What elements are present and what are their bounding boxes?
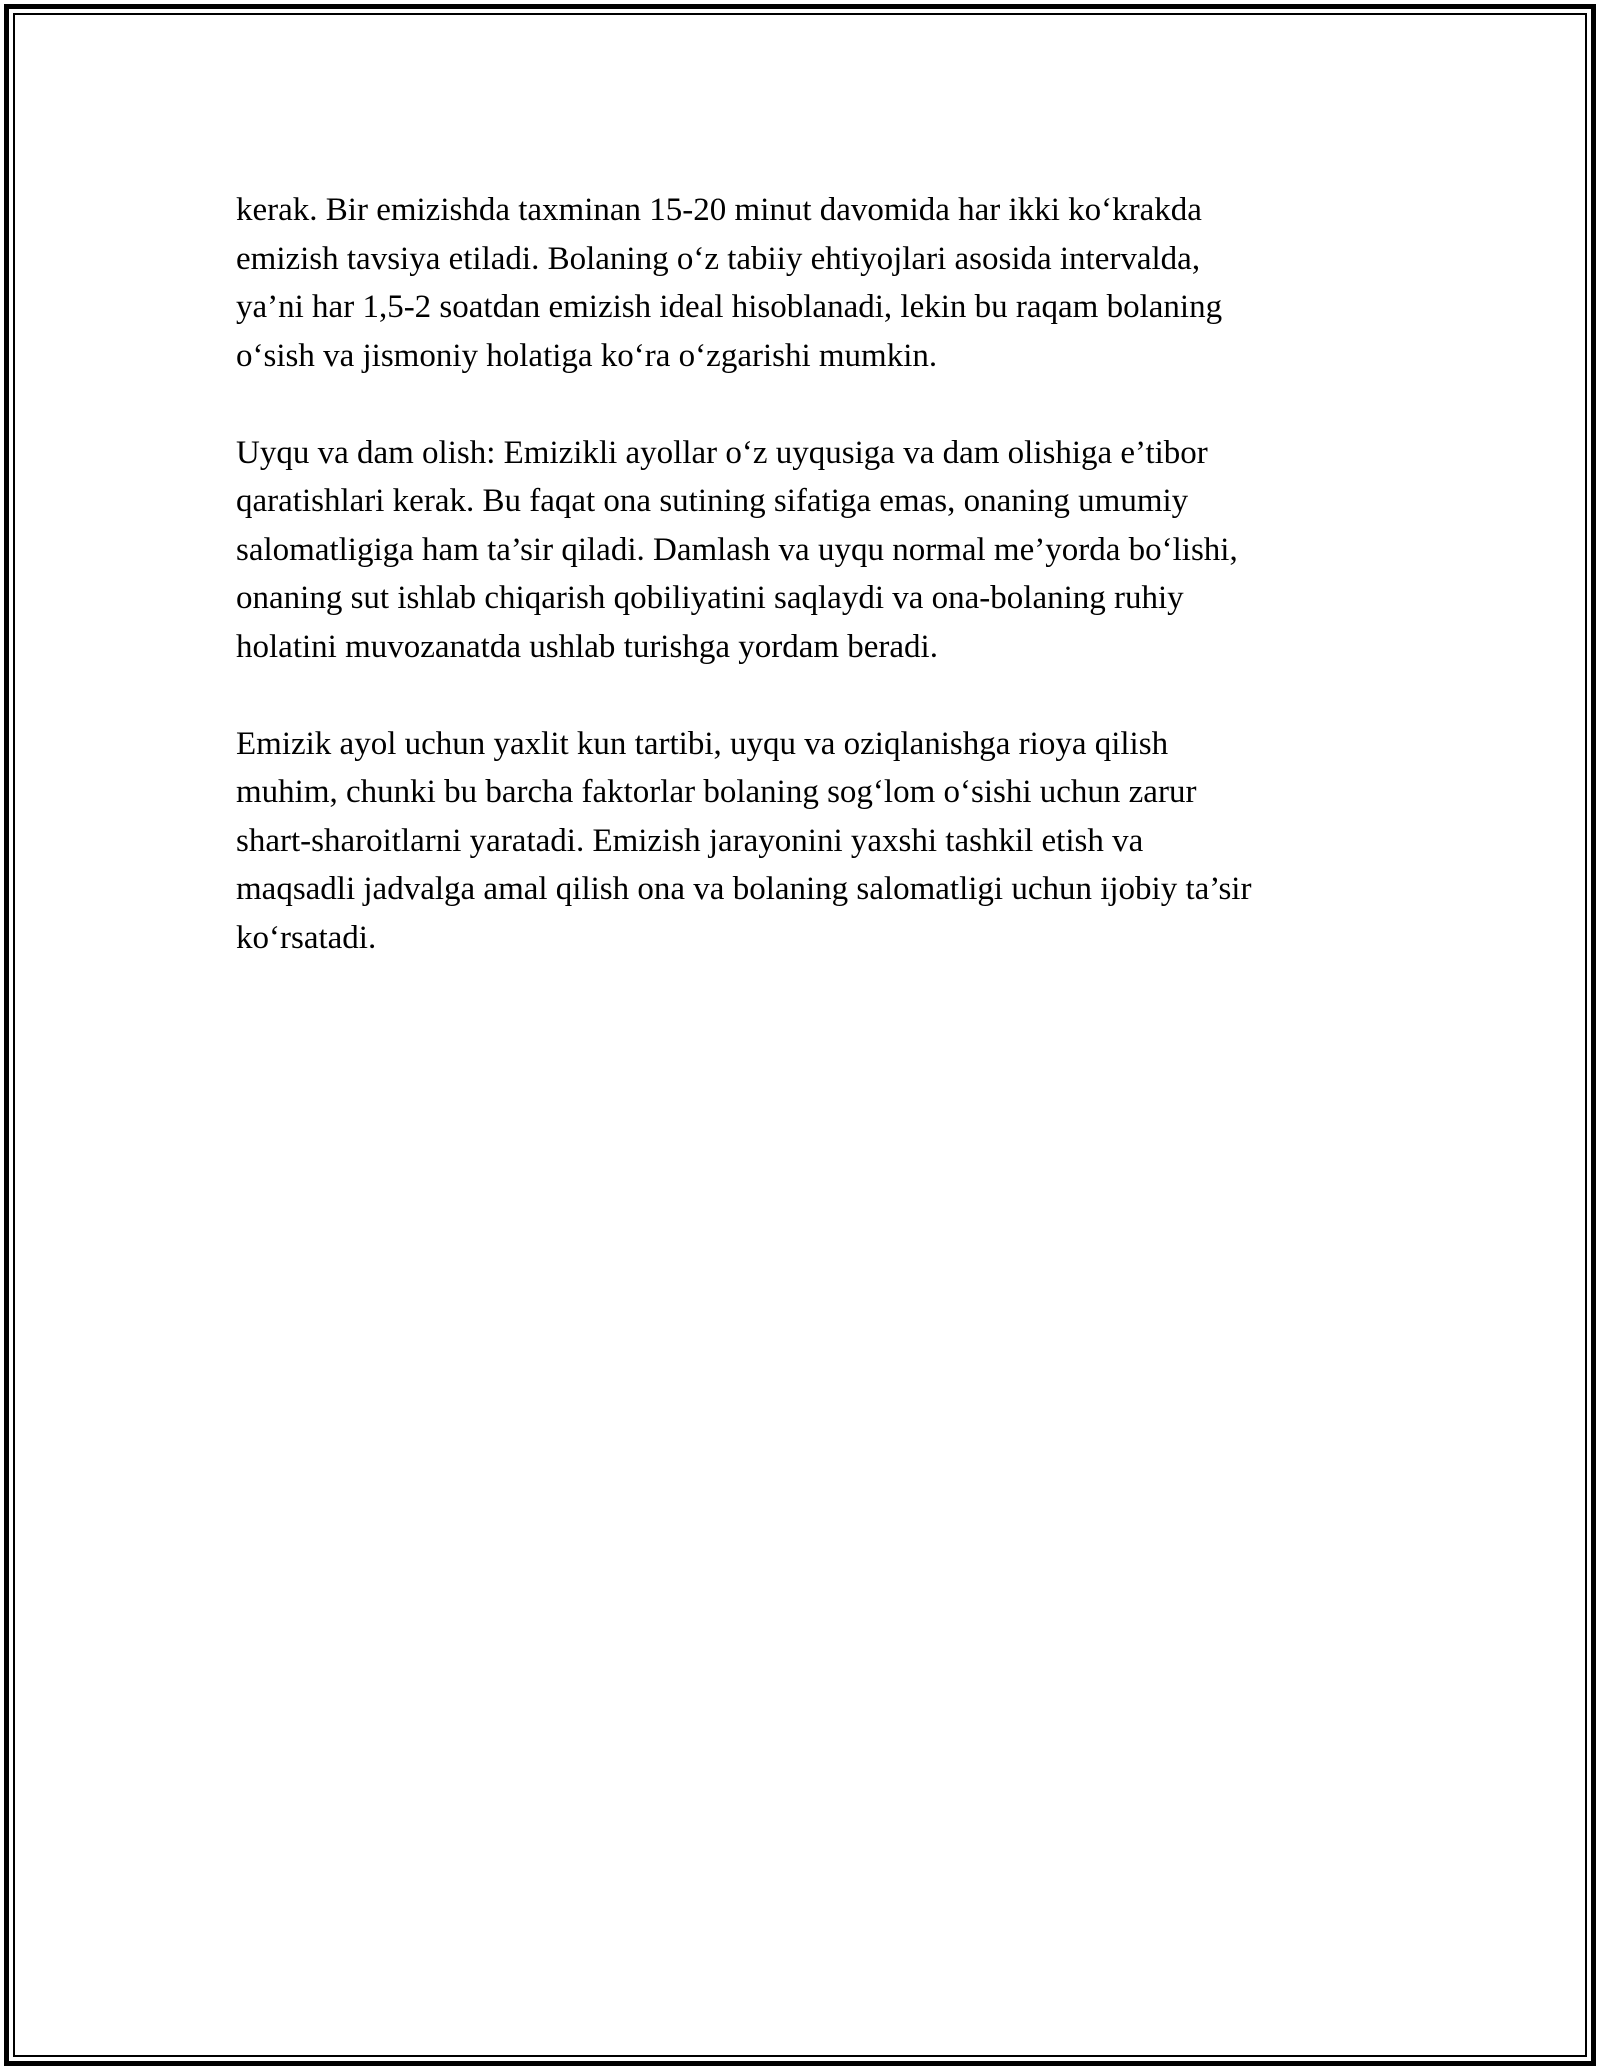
text-line: ya’ni har 1,5-2 soatdan emizish ideal hisoblanadi, lekin bu raqam bolaning (236, 289, 1223, 325)
document-body (236, 186, 1386, 1011)
text-line: maqsadli jadvalga amal qilish ona va bolaning salomatligi uchun ijobiy ta’sir (236, 871, 1252, 907)
paragraph-sleep-and-rest (236, 429, 1386, 672)
text-line: emizish tavsiya etiladi. Bolaning o‘z tabiiy ehtiyojlari asosida intervalda, (236, 240, 1201, 277)
paragraph-feeding-schedule (236, 186, 1386, 380)
text-line: shart-sharoitlarni yaratadi. Emizish jarayonini yaxshi tashkil etish va (236, 822, 1144, 859)
text-line: qaratishlari kerak. Bu faqat ona sutining sifatiga emas, onaning umumiy (236, 483, 1189, 519)
text-line: o‘sish va jismoniy holatiga ko‘ra o‘zgarishi mumkin. (236, 337, 938, 374)
text-line: holatini muvozanatda ushlab turishga yordam beradi. (236, 628, 938, 665)
text-line: Emizik ayol uchun yaxlit kun tartibi, uyqu va oziqlanishga rioya qilish (236, 725, 1169, 762)
text-line: salomatligiga ham ta’sir qiladi. Damlash va uyqu normal me’yorda bo‘lishi, (236, 531, 1238, 568)
text-line: Uyqu va dam olish: Emizikli ayollar o‘z uyqusiga va dam olishiga e’tibor (236, 434, 1208, 471)
text-line: muhim, chunki bu barcha faktorlar bolaning sog‘lom o‘sishi uchun zarur (236, 774, 1197, 810)
paragraph-daily-routine (236, 720, 1386, 963)
text-line: kerak. Bir emizishda taxminan 15-20 minut davomida har ikki ko‘krakda (236, 192, 1202, 228)
text-line: onaning sut ishlab chiqarish qobiliyatini saqlaydi va ona-bolaning ruhiy (236, 580, 1184, 616)
text-line: ko‘rsatadi. (236, 919, 377, 956)
